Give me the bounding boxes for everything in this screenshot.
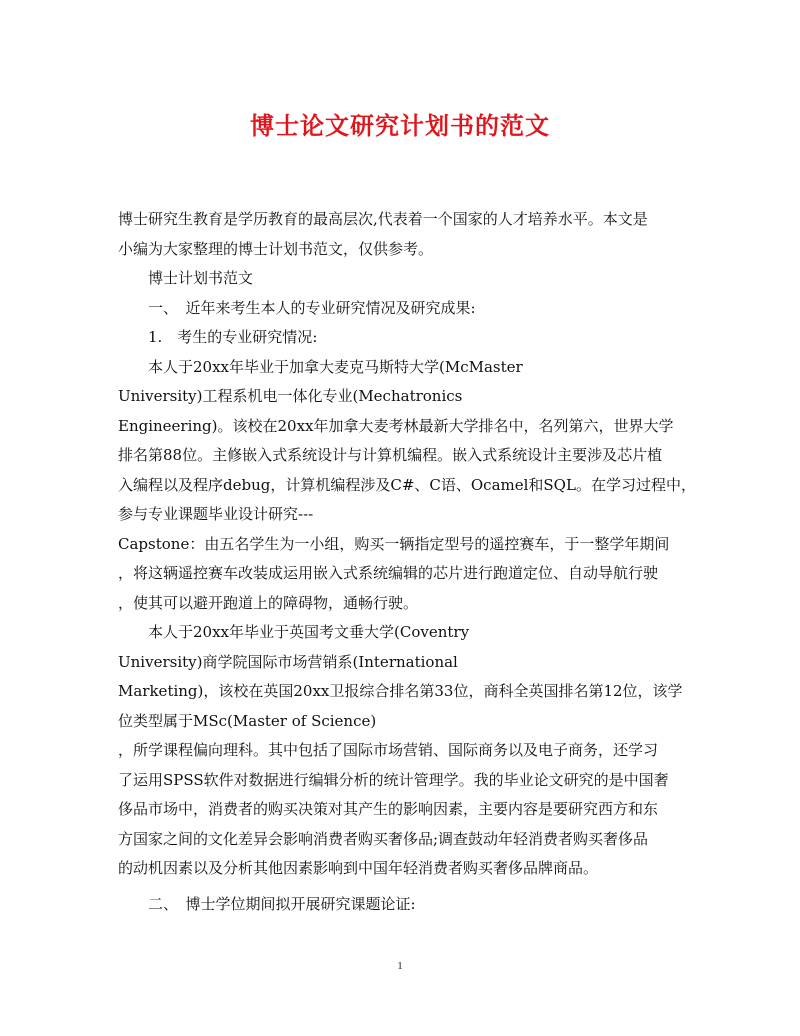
document-title: 博士论文研究计划书的范文 [250, 111, 550, 140]
paragraph-line: 本人于20xx年毕业于加拿大麦克马斯特大学(McMaster [148, 357, 523, 376]
paragraph-line: 参与专业课题毕业设计研究--- [118, 505, 314, 523]
paragraph-line: 了运用SPSS软件对数据进行编辑分析的统计管理学。我的毕业论文研究的是中国奢 [118, 770, 669, 789]
paragraph-line: Engineering)。该校在20xx年加拿大麦考林最新大学排名中，名列第六，世界大学 [118, 416, 674, 435]
paragraph-line: 方国家之间的文化差异会影响消费者购买奢侈品;调查鼓动年轻消费者购买奢侈品 [118, 829, 649, 848]
paragraph-line: 的动机因素以及分析其他因素影响到中国年轻消费者购买奢侈品牌商品。 [118, 859, 599, 877]
paragraph-line: University)商学院国际市场营销系(International [118, 652, 458, 671]
paragraph-line: 排名第88位。主修嵌入式系统设计与计算机编程。嵌入式系统设计主要涉及芯片植 [118, 446, 663, 464]
paragraph-line: ，所学课程偏向理科。其中包括了国际市场营销、国际商务以及电子商务，还学习 [118, 741, 659, 759]
paragraph-line: ，使其可以避开跑道上的障碍物，通畅行驶。 [118, 593, 419, 612]
section-heading: 一、 近年来考生本人的专业研究情况及研究成果: [148, 298, 476, 317]
paragraph-line: 侈品市场中，消费者的购买决策对其产生的影响因素，主要内容是要研究西方和东 [118, 800, 659, 818]
paragraph-line: 小编为大家整理的博士计划书范文，仅供参考。 [118, 239, 434, 258]
section-heading: 二、 博士学位期间拟开展研究课题论证: [148, 894, 416, 913]
paragraph-line: 入编程以及程序debug，计算机编程涉及C#、C语、Ocamel和SQL。在学习过程中， [118, 475, 696, 494]
subsection-heading: 1. 考生的专业研究情况: [148, 328, 318, 346]
section-heading: 博士计划书范文 [148, 269, 254, 287]
page-number: 1 [397, 960, 403, 972]
document-body [118, 205, 696, 919]
paragraph-line: Marketing)，该校在英国20xx卫报综合排名第33位，商科全英国排名第12位，该学 [118, 682, 683, 700]
paragraph-line: Capstone：由五名学生为一小组，购买一辆指定型号的遥控赛车，于一整学年期间 [118, 534, 670, 553]
paragraph-line: 本人于20xx年毕业于英国考文垂大学(Coventry [148, 623, 470, 641]
paragraph-line: 博士研究生教育是学历教育的最高层次,代表着一个国家的人才培养水平。本文是 [118, 210, 648, 228]
paragraph-line: ，将这辆遥控赛车改装成运用嵌入式系统编辑的芯片进行跑道定位、自动导航行驶 [118, 564, 659, 582]
paragraph-line: University)工程系机电一体化专业(Mechatronics [118, 387, 463, 405]
paragraph-line: 位类型属于MSc(Master of Science) [118, 711, 377, 730]
